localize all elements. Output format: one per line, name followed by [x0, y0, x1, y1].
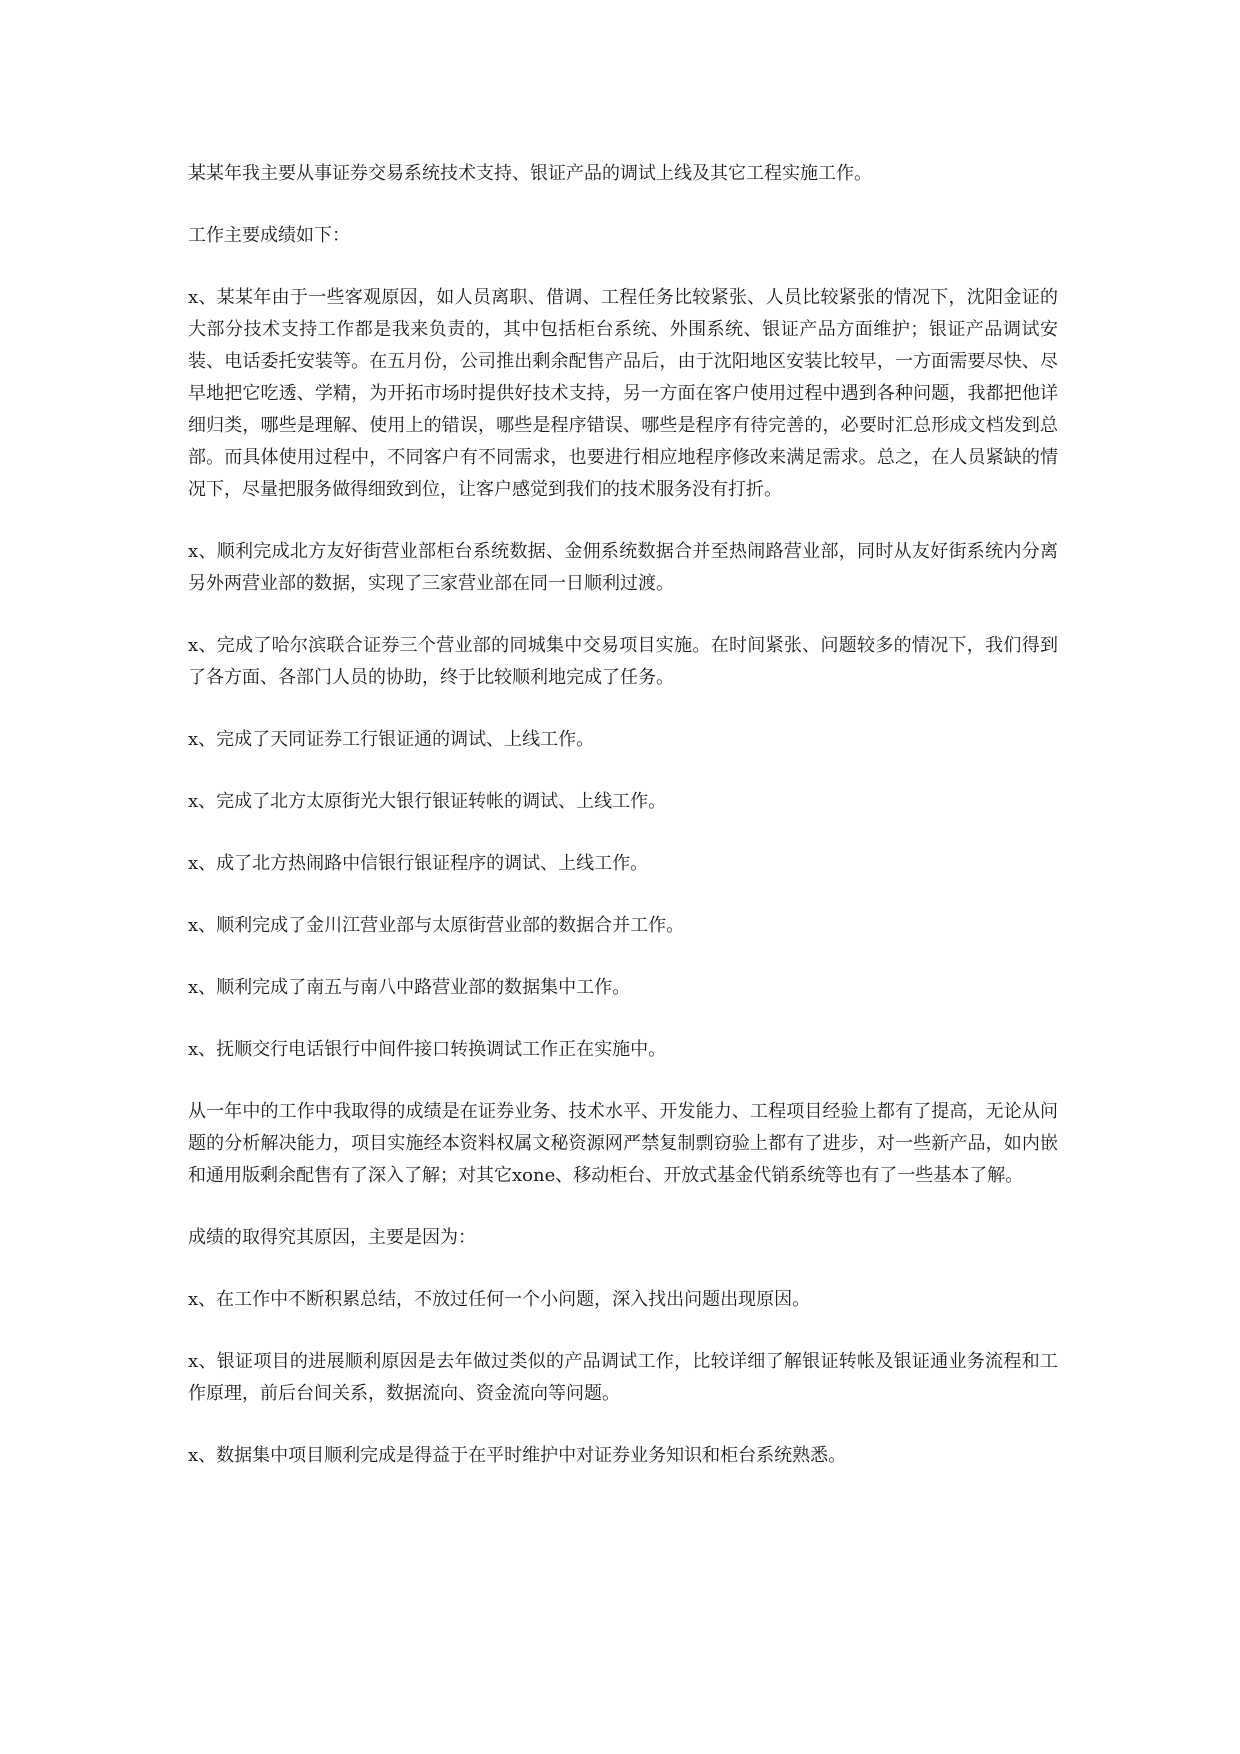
achievements-heading: 工作主要成绩如下： — [188, 225, 350, 246]
achievement-item: x、完成了哈尔滨联合证券三个营业部的同城集中交易项目实施。在时间紧张、问题较多的情况下，我们得到了各方面、各部门人员的协助，终于比较顺利地完成了任务。 — [188, 635, 1058, 688]
reason-item: x、数据集中项目顺利完成是得益于在平时维护中对证券业务知识和柜台系统熟悉。 — [188, 1445, 847, 1466]
achievement-item: x、某某年由于一些客观原因，如人员离职、借调、工程任务比较紧张、人员比较紧张的情况下，沈阳金证的大部分技术支持工作都是我来负责的，其中包括柜台系统、外围系统、银证产品方面维护；银证产品调试安装、电话委托安装等。在五月份，公司推出剩余配售产品后，由于沈阳地区安装比较早，一方面需要尽快、尽早地把它吃透、学精，为开拓市场时提供好技术支持，另一方面在客户使用过程中遇到各种问题，我都把他详细归类，哪些是理解、使用上的错误，哪些是程序错误、哪些是程序有待完善的，必要时汇总形成文档发到总部。而具体使用过程中，不同客户有不同需求，也要进行相应地程序修改来满足需求。总之，在人员紧缺的情况下，尽量把服务做得细致到位，让客户感觉到我们的技术服务没有打折。 — [188, 287, 1058, 500]
reason-item: x、在工作中不断积累总结，不放过任何一个小问题，深入找出问题出现原因。 — [188, 1289, 811, 1310]
reason-item: x、银证项目的进展顺利原因是去年做过类似的产品调试工作，比较详细了解银证转帐及银证通业务流程和工作原理，前后台间关系，数据流向、资金流向等问题。 — [188, 1351, 1058, 1404]
achievement-item: x、顺利完成北方友好街营业部柜台系统数据、金佣系统数据合并至热闹路营业部，同时从友好街系统内分离另外两营业部的数据，实现了三家营业部在同一日顺利过渡。 — [188, 541, 1058, 594]
achievement-item: x、完成了天同证券工行银证通的调试、上线工作。 — [188, 729, 595, 750]
achievement-item: x、完成了北方太原街光大银行银证转帐的调试、上线工作。 — [188, 791, 667, 812]
summary-paragraph: 从一年中的工作中我取得的成绩是在证券业务、技术水平、开发能力、工程项目经验上都有了提高，无论从问题的分析解决能力，项目实施经本资料权属文秘资源网严禁复制剽窃验上都有了进步，对一些新产品，如内嵌和通用版剩余配售有了深入了解；对其它xone、移动柜台、开放式基金代销系统等也有了一些基本了解。 — [188, 1101, 1058, 1186]
achievement-item: x、成了北方热闹路中信银行银证程序的调试、上线工作。 — [188, 853, 649, 874]
achievement-item: x、顺利完成了金川江营业部与太原街营业部的数据合并工作。 — [188, 915, 685, 936]
document-body — [188, 158, 1058, 1502]
intro-paragraph: 某某年我主要从事证券交易系统技术支持、银证产品的调试上线及其它工程实施工作。 — [188, 163, 872, 184]
achievement-item: x、抚顺交行电话银行中间件接口转换调试工作正在实施中。 — [188, 1039, 667, 1060]
reasons-heading: 成绩的取得究其原因，主要是因为： — [188, 1227, 476, 1248]
achievement-item: x、顺利完成了南五与南八中路营业部的数据集中工作。 — [188, 977, 631, 998]
